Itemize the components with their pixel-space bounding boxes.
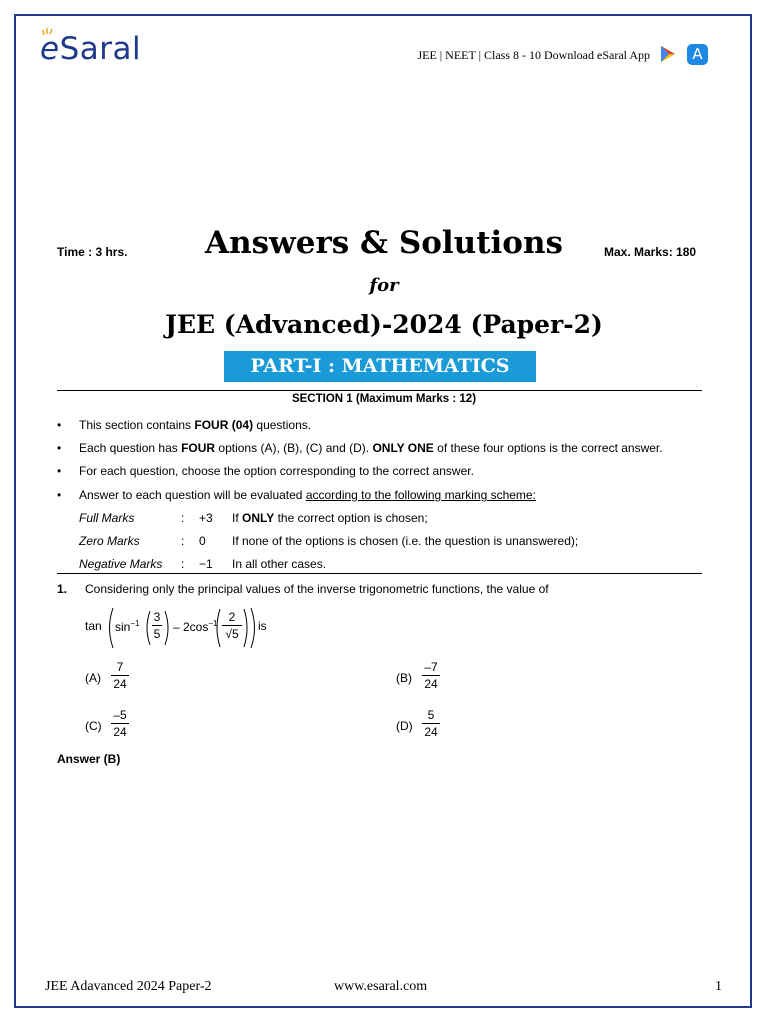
outer-left-paren <box>106 607 114 649</box>
exam-title: JEE (Advanced)-2024 (Paper-2) <box>165 310 603 339</box>
main-title: Answers & Solutions <box>205 225 563 261</box>
scheme-colon: : <box>181 511 185 525</box>
fraction-3-5 <box>152 610 162 641</box>
bullet-bold: FOUR <box>181 441 216 455</box>
option-letter: (C) <box>85 719 102 733</box>
frac-num: 5 <box>422 708 440 724</box>
bullet-text: Each question has <box>79 441 182 455</box>
scheme-desc: In all other cases. <box>232 557 327 571</box>
google-play-icon[interactable] <box>660 45 676 63</box>
scheme-desc: the correct option is chosen; <box>274 511 428 525</box>
frac-den: 24 <box>113 677 127 691</box>
frac-den: 24 <box>424 725 438 739</box>
frac-den: 5 <box>153 627 161 641</box>
expr-exponent: −1 <box>208 619 218 628</box>
bullet-bold: FOUR (04) <box>194 418 254 432</box>
for-text: for <box>369 275 399 296</box>
logo-text: Saral <box>59 31 142 67</box>
option-letter: (D) <box>396 719 413 733</box>
frac-num: –5 <box>111 708 129 724</box>
frac-num: –7 <box>422 660 440 676</box>
option-fraction <box>422 708 440 739</box>
section-top-rule <box>57 390 702 391</box>
expr-sin <box>115 619 139 634</box>
expr-cos-text: – 2cos <box>173 620 209 634</box>
expr-is: is <box>258 619 267 633</box>
option-letter: (B) <box>396 671 412 685</box>
option-letter: (A) <box>85 671 101 685</box>
scheme-desc: If <box>232 511 243 525</box>
esaral-logo <box>40 31 141 67</box>
outer-right-paren <box>250 607 258 649</box>
bullet-dot: • <box>57 464 62 478</box>
option-fraction <box>111 708 129 739</box>
scheme-label: Negative Marks <box>79 557 163 571</box>
bullet-bold: ONLY ONE <box>372 441 434 455</box>
bullet-text: This section contains <box>79 418 195 432</box>
inner-left-paren <box>214 608 221 648</box>
frac-den: √5 <box>225 627 239 641</box>
inner-right-paren <box>243 608 250 648</box>
scheme-desc-bold: ONLY <box>242 511 275 525</box>
bullet-text: options (A), (B), (C) and (D). <box>215 441 373 455</box>
scheme-value: +3 <box>199 511 213 525</box>
bullet-dot: • <box>57 418 62 432</box>
answer-label: Answer (B) <box>57 752 121 766</box>
time-label: Time : 3 hrs. <box>57 245 128 259</box>
part-banner: PART-I : MATHEMATICS <box>224 351 536 382</box>
option-fraction <box>111 660 129 691</box>
bullet-text: Answer to each question will be evaluated <box>79 488 306 502</box>
frac-den: 24 <box>424 677 438 691</box>
bullet-dot: • <box>57 441 62 455</box>
scheme-label: Full Marks <box>79 511 135 525</box>
fraction-2-root5 <box>222 610 242 641</box>
app-store-icon[interactable]: A <box>687 44 708 65</box>
scheme-desc: If none of the options is chosen (i.e. the question is unanswered); <box>232 534 579 548</box>
section-bottom-rule <box>57 573 702 574</box>
question-number: 1. <box>57 582 68 596</box>
logo-prefix: e <box>40 31 60 67</box>
page-number: 1 <box>715 979 722 994</box>
inner-right-paren <box>164 610 171 646</box>
frac-num: 2 <box>222 610 242 626</box>
scheme-colon: : <box>181 534 185 548</box>
bullet-dot: • <box>57 488 62 502</box>
bullet-underline: according to the following marking scheme: <box>305 488 536 502</box>
expr-minus-cos <box>173 619 217 634</box>
bullet-text: questions. <box>253 418 312 432</box>
expr-exponent: −1 <box>130 619 140 628</box>
scheme-colon: : <box>181 557 185 571</box>
section-title: SECTION 1 (Maximum Marks : 12) <box>291 393 477 405</box>
scheme-value: −1 <box>199 557 213 571</box>
option-fraction <box>422 660 440 691</box>
max-marks: Max. Marks: 180 <box>604 245 697 259</box>
promo-text[interactable]: JEE | NEET | Class 8 - 10 Download eSaral App <box>417 48 650 62</box>
question-text: Considering only the principal values of the inverse trigonometric functions, the value of <box>85 582 549 596</box>
bullet-text: of these four options is the correct answer. <box>433 441 663 455</box>
inner-left-paren <box>144 610 151 646</box>
bullet-text: For each question, choose the option corresponding to the correct answer. <box>79 464 474 478</box>
scheme-value: 0 <box>199 534 206 548</box>
expr-tan: tan <box>85 619 102 633</box>
frac-num: 3 <box>153 610 161 624</box>
footer-website-link[interactable]: www.esaral.com <box>334 979 428 994</box>
expr-sin-text: sin <box>115 620 131 634</box>
footer-exam-name: JEE Adavanced 2024 Paper-2 <box>45 979 212 994</box>
frac-num: 7 <box>111 660 129 676</box>
frac-den: 24 <box>113 725 127 739</box>
scheme-label: Zero Marks <box>79 534 140 548</box>
